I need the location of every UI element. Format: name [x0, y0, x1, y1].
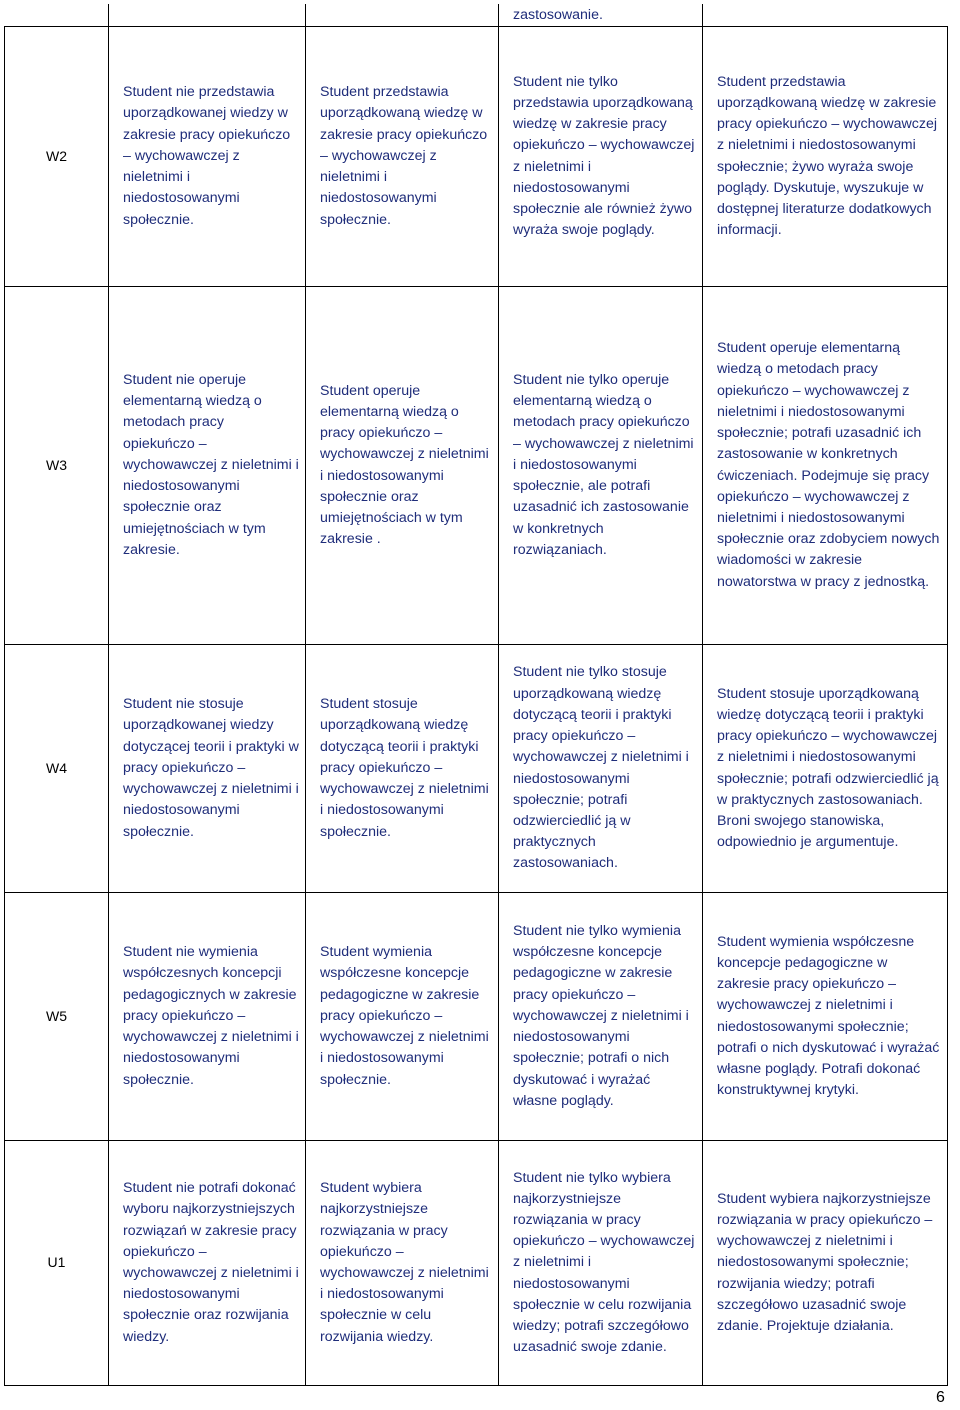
grade-cell: Student wybiera najkorzystniejsze rozwiązania w pracy opiekuńczo – wychowawczej z nieletnimi i niedostosowanymi społecznie w celu rozwijania wiedzy. [306, 1141, 499, 1386]
table-row [5, 645, 948, 893]
grade-cell: Student operuje elementarną wiedzą o metodach pracy opiekuńczo – wychowawczej z nieletnimi i niedostosowanymi społecznie; potrafi uzasadnić ich zastosowanie w konkretnych ćwiczeniach. Podejmuje się pracy opiekuńczo – wychowawczej z nieletnimi i niedostosowanymi społecznie oraz zdobyciem nowych wiadomości w zakresie nowatorstwa w pracy z jednostką. [703, 287, 948, 645]
grade-cell: Student stosuje uporządkowaną wiedzę dotyczącą teorii i praktyki pracy opiekuńczo – wychowawczej z nieletnimi i niedostosowanymi społecznie. [306, 645, 499, 893]
table-row [5, 27, 948, 287]
grade-cell: Student przedstawia uporządkowaną wiedzę w zakresie pracy opiekuńczo – wychowawczej z nieletnimi i niedostosowanymi społecznie; żywo wyraża swoje poglądy. Dyskutuje, wyszukuje w dostępnej literaturze dodatkowych informacji. [703, 27, 948, 287]
outcome-code: W4 [5, 645, 109, 893]
grade-cell: Student nie tylko wybiera najkorzystniejsze rozwiązania w pracy opiekuńczo – wychowawczej z nieletnimi i niedostosowanymi społecznie w celu rozwijania wiedzy; potrafi szczegółowo uzasadnić swoje zdanie. [499, 1141, 703, 1386]
outcome-code: W3 [5, 287, 109, 645]
grade-cell: Student operuje elementarną wiedzą o pracy opiekuńczo – wychowawczej z nieletnimi i niedostosowanymi społecznie oraz umiejętnościach w tym zakresie . [306, 287, 499, 645]
continued-row [5, 4, 948, 27]
grade-cell: Student nie operuje elementarną wiedzą o metodach pracy opiekuńczo – wychowawczej z nieletnimi i niedostosowanymi społecznie oraz umiejętnościach w tym zakresie. [109, 287, 306, 645]
outcome-code: W2 [5, 27, 109, 287]
grade-cell: Student wymienia współczesne koncepcje pedagogiczne w zakresie pracy opiekuńczo – wychowawczej z nieletnimi i niedostosowanymi społecznie. [306, 893, 499, 1141]
outcome-code: U1 [5, 1141, 109, 1386]
grade-cell: Student wymienia współczesne koncepcje pedagogiczne w zakresie pracy opiekuńczo – wychowawczej z nieletnimi i niedostosowanymi społecznie; potrafi o nich dyskutować i wyrażać własne poglądy. Potrafi dokonać konstruktywnej krytyki. [703, 893, 948, 1141]
grade-cell: Student nie wymienia współczesnych koncepcji pedagogicznych w zakresie pracy opiekuńczo – wychowawczej z nieletnimi i niedostosowanymi społecznie. [109, 893, 306, 1141]
continued-cell: zastosowanie. [499, 4, 703, 27]
table-row [5, 287, 948, 645]
grade-cell: Student nie przedstawia uporządkowanej wiedzy w zakresie pracy opiekuńczo – wychowawczej z nieletnimi i niedostosowanymi społecznie. [109, 27, 306, 287]
assessment-criteria-table [4, 4, 948, 1386]
grade-cell: Student wybiera najkorzystniejsze rozwiązania w pracy opiekuńczo – wychowawczej z nieletnimi i niedostosowanymi społecznie; rozwijania wiedzy; potrafi szczegółowo uzasadnić swoje zdanie. Projektuje działania. [703, 1141, 948, 1386]
grade-cell: Student nie tylko operuje elementarną wiedzą o metodach pracy opiekuńczo – wychowawczej z nieletnimi i niedostosowanymi społecznie, ale potrafi uzasadnić ich zastosowanie w konkretnych rozwiązaniach. [499, 287, 703, 645]
table-row [5, 1141, 948, 1386]
grade-cell: Student nie tylko stosuje uporządkowaną wiedzę dotyczącą teorii i praktyki pracy opiekuńczo – wychowawczej z nieletnimi i niedostosowanymi społecznie; potrafi odzwierciedlić ją w praktycznych zastosowaniach. [499, 645, 703, 893]
grade-cell: Student stosuje uporządkowaną wiedzę dotyczącą teorii i praktyki pracy opiekuńczo – wychowawczej z nieletnimi i niedostosowanymi społecznie; potrafi odzwierciedlić ją w praktycznych zastosowaniach. Broni swojego stanowiska, odpowiednio je argumentuje. [703, 645, 948, 893]
page-number: 6 [936, 1389, 945, 1406]
grade-cell: Student nie stosuje uporządkowanej wiedzy dotyczącej teorii i praktyki w pracy opiekuńczo – wychowawczej z nieletnimi i niedostosowanymi społecznie. [109, 645, 306, 893]
grade-cell: Student nie tylko wymienia współczesne koncepcje pedagogiczne w zakresie pracy opiekuńczo – wychowawczej z nieletnimi i niedostosowanymi społecznie; potrafi o nich dyskutować i wyrażać własne poglądy. [499, 893, 703, 1141]
grade-cell: Student nie potrafi dokonać wyboru najkorzystniejszych rozwiązań w zakresie pracy opiekuńczo – wychowawczej z nieletnimi i niedostosowanymi społecznie oraz rozwijania wiedzy. [109, 1141, 306, 1386]
table-row [5, 893, 948, 1141]
grade-cell: Student przedstawia uporządkowaną wiedzę w zakresie pracy opiekuńczo – wychowawczej z nieletnimi i niedostosowanymi społecznie. [306, 27, 499, 287]
outcome-code: W5 [5, 893, 109, 1141]
grade-cell: Student nie tylko przedstawia uporządkowaną wiedzę w zakresie pracy opiekuńczo – wychowawczej z nieletnimi i niedostosowanymi społecznie ale również żywo wyraża swoje poglądy. [499, 27, 703, 287]
